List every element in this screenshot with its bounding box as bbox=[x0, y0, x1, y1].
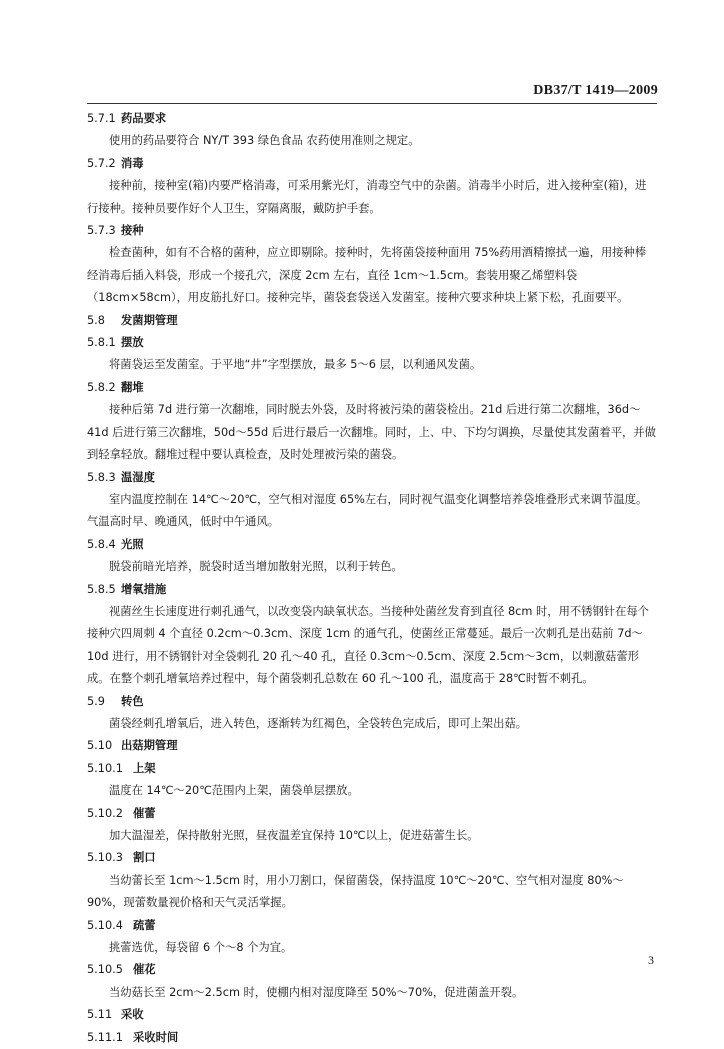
section-title: 翻堆 bbox=[121, 380, 144, 394]
paragraph bbox=[87, 175, 657, 220]
section-title: 采收 bbox=[121, 1008, 144, 1022]
section-number: 5.8.1 bbox=[87, 336, 116, 350]
section-title: 采收时间 bbox=[133, 1030, 179, 1044]
section-title: 增氧措施 bbox=[121, 582, 167, 596]
section-heading bbox=[87, 1027, 657, 1049]
paragraph-text: 加大温湿差，保持散射光照，昼夜温差宜保持 10℃以上，促进菇蕾生长。 bbox=[109, 829, 479, 842]
section-number: 5.10.4 bbox=[87, 918, 123, 932]
section-title: 接种 bbox=[121, 224, 144, 238]
section-number: 5.8.3 bbox=[87, 470, 116, 484]
section-title: 摆放 bbox=[121, 336, 144, 350]
section-title: 温湿度 bbox=[121, 470, 155, 484]
paragraph bbox=[87, 354, 657, 376]
paragraph bbox=[87, 937, 657, 959]
paragraph-text: 脱袋前暗光培养，脱袋时适当增加散射光照，以利于转色。 bbox=[109, 560, 403, 574]
section-number: 5.10.3 bbox=[87, 851, 123, 865]
paragraph bbox=[87, 713, 657, 735]
section-title: 催蕾 bbox=[133, 806, 156, 820]
section-number: 5.8.5 bbox=[87, 582, 116, 596]
paragraph-text: 挑蕾选优，每袋留 6 个～8 个为宜。 bbox=[109, 941, 293, 955]
paragraph-text: 接种前，接种室(箱)内要严格消毒，可采用紫光灯，消毒空气中的杂菌。消毒半小时后，进入接种室(箱)，进行接种。接种员要作好个人卫生，穿隔离服，戴防护手套。 bbox=[87, 179, 647, 215]
paragraph-text: 当幼蕾长至 1cm～1.5cm 时，用小刀割口，保留菌袋，保持温度 10℃～20℃、空气相对湿度 80%～90%，现蕾数量视价格和天气灵活掌握。 bbox=[87, 873, 624, 910]
section-heading bbox=[87, 959, 657, 981]
paragraph-text: 温度在 14℃～20℃范围内上架，菌袋单层摆放。 bbox=[109, 784, 359, 798]
paragraph-text: 检查菌种，如有不合格的菌种，应立即剔除。接种时，先将菌袋接种面用 75%药用酒精擦拭一遍，用接种棒经消毒后插入料袋，形成一个接孔穴，深度 2cm 左右，直径 1cm～1.5cm。套装用聚乙烯塑料袋（18cm×58cm），用皮筋扎好口。接种完毕，菌袋套袋送入发菌室。接种穴要求种块上紧下松，孔面要平。 bbox=[87, 246, 647, 305]
paragraph-text: 接种后第 7d 进行第一次翻堆，同时脱去外袋，及时将被污染的菌袋检出。21d 后进行第二次翻堆，36d～41d 后进行第三次翻堆，50d～55d 后进行最后一次翻堆。同时，上、中、下均匀调换，尽量使其发菌着平，并做到轻拿轻放。翻堆过程中要认真检查，及时处理被污染的菌袋。 bbox=[87, 403, 656, 462]
section-number: 5.7.3 bbox=[87, 224, 116, 238]
section-title: 催花 bbox=[133, 963, 156, 977]
paragraph-text: 将菌袋运至发菌室。于平地“井”字型摆放，最多 5～6 层，以利通风发菌。 bbox=[109, 358, 482, 372]
section-heading bbox=[87, 847, 657, 869]
section-heading bbox=[87, 332, 657, 354]
page-number: 3 bbox=[648, 953, 654, 967]
section-number: 5.8.4 bbox=[87, 537, 116, 551]
section-heading bbox=[87, 534, 657, 556]
paragraph-text: 菌袋经刺孔增氧后，进入转色，逐渐转为红褐色，全袋转色完成后，即可上架出菇。 bbox=[109, 716, 527, 730]
section-number: 5.10.2 bbox=[87, 806, 123, 820]
section-heading bbox=[87, 803, 657, 825]
section-number: 5.10.1 bbox=[87, 761, 123, 775]
section-heading bbox=[87, 579, 657, 601]
section-title: 上架 bbox=[133, 761, 156, 775]
section-heading bbox=[87, 467, 657, 489]
paragraph-text: 使用的药品要符合 NY/T 393 绿色食品 农药使用准则之规定。 bbox=[109, 134, 420, 148]
section-heading bbox=[87, 108, 657, 130]
section-title: 消毒 bbox=[121, 156, 144, 170]
section-number: 5.11.1 bbox=[87, 1030, 123, 1044]
section-heading bbox=[87, 735, 657, 757]
section-number: 5.7.2 bbox=[87, 156, 116, 170]
section-number: 5.11 bbox=[87, 1008, 113, 1022]
paragraph bbox=[87, 982, 657, 1004]
paragraph bbox=[87, 601, 657, 691]
paragraph bbox=[87, 399, 657, 466]
paragraph-text: 当幼菇长至 2cm～2.5cm 时，使棚内相对湿度降至 50%～70%，促进菌盖开裂。 bbox=[109, 985, 524, 999]
section-number: 5.9 bbox=[87, 694, 105, 708]
section-number: 5.7.1 bbox=[87, 112, 116, 125]
section-title: 疏蕾 bbox=[133, 918, 156, 932]
document-code: DB37/T 1419—2009 bbox=[533, 83, 658, 98]
paragraph bbox=[87, 556, 657, 578]
section-heading bbox=[87, 758, 657, 780]
header-rule bbox=[87, 103, 657, 104]
section-heading bbox=[87, 220, 657, 242]
paragraph-text: 视菌丝生长速度进行刺孔通气，以改变袋内缺氧状态。当接种处菌丝发育到直径 8cm 时，用不锈钢针在每个接种穴四周刺 4 个直径 0.2cm～0.3cm、深度 1cm 的通气孔，使菌丝正常蔓延。最后一次刺孔是出菇前 7d～10d 进行，用不锈钢针对全袋刺孔 20 孔～40 孔，直径 0.3cm～0.5cm、深度 2.5cm～3cm，以刺激菇蕾形成。在整个刺孔增氧培养过程中，每个菌袋刺孔总数在 60 孔～100 孔，温度高于 28℃时暂不刺孔。 bbox=[87, 604, 649, 686]
section-heading bbox=[87, 310, 657, 332]
paragraph bbox=[87, 489, 657, 534]
section-heading bbox=[87, 915, 657, 937]
paragraph bbox=[87, 780, 657, 802]
paragraph bbox=[87, 825, 657, 847]
paragraph bbox=[87, 130, 657, 152]
section-number: 5.8.2 bbox=[87, 380, 116, 394]
section-heading bbox=[87, 691, 657, 713]
section-title: 出菇期管理 bbox=[121, 739, 178, 753]
section-title: 光照 bbox=[121, 537, 144, 551]
section-heading bbox=[87, 1004, 657, 1026]
document-body bbox=[87, 108, 657, 1049]
section-title: 药品要求 bbox=[121, 112, 167, 125]
section-title: 割口 bbox=[133, 851, 156, 865]
section-number: 5.10 bbox=[87, 739, 113, 753]
paragraph bbox=[87, 870, 657, 915]
section-heading bbox=[87, 153, 657, 175]
section-heading bbox=[87, 377, 657, 399]
section-title: 转色 bbox=[121, 694, 144, 708]
paragraph-text: 室内温度控制在 14℃～20℃，空气相对湿度 65%左右，同时视气温变化调整培养袋堆叠形式来调节温度。气温高时早、晚通风，低时中午通风。 bbox=[87, 492, 648, 529]
section-number: 5.10.5 bbox=[87, 963, 123, 977]
section-title: 发菌期管理 bbox=[121, 313, 178, 327]
paragraph bbox=[87, 242, 657, 309]
section-number: 5.8 bbox=[87, 313, 105, 327]
